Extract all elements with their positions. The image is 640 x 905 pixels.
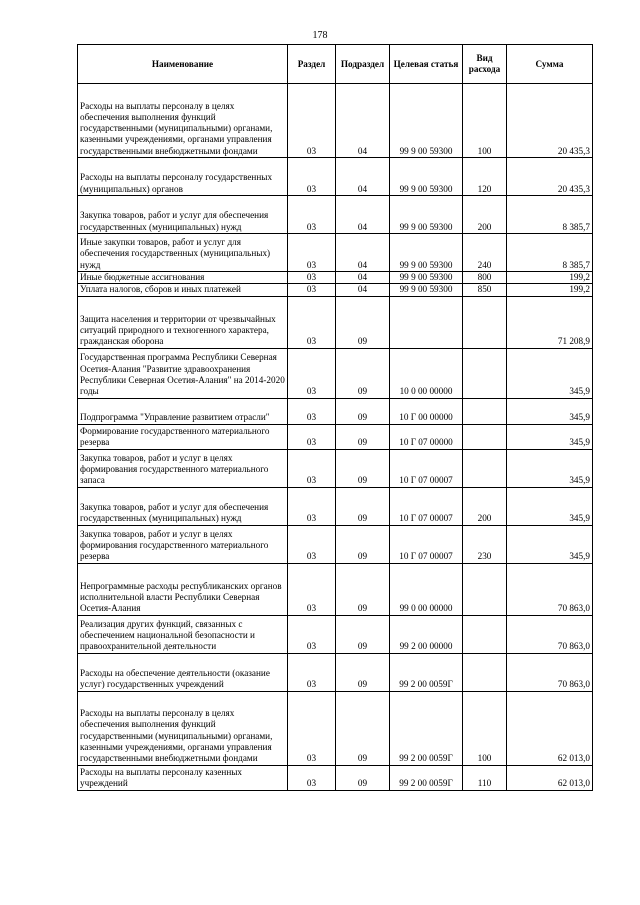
cell-subsection: 04 (336, 272, 390, 284)
cell-amount: 62 013,0 (507, 765, 593, 790)
cell-target-article: 99 9 00 59300 (390, 272, 463, 284)
header-amount: Сумма (507, 45, 593, 84)
cell-name: Расходы на выплаты персоналу государственных (муниципальных) органов (78, 158, 288, 196)
cell-name: Формирование государственного материального резерва (78, 424, 288, 449)
budget-table (77, 44, 593, 791)
table-row (78, 84, 593, 158)
cell-expense-type: 850 (463, 284, 507, 296)
cell-section: 03 (288, 348, 336, 398)
cell-subsection: 09 (336, 424, 390, 449)
cell-expense-type (463, 563, 507, 615)
cell-target-article: 99 9 00 59300 (390, 84, 463, 158)
cell-amount: 199,2 (507, 284, 593, 296)
cell-target-article: 99 9 00 59300 (390, 284, 463, 296)
cell-subsection: 09 (336, 487, 390, 525)
cell-subsection: 09 (336, 563, 390, 615)
cell-amount: 8 385,7 (507, 234, 593, 272)
cell-section: 03 (288, 691, 336, 765)
cell-expense-type (463, 348, 507, 398)
cell-section: 03 (288, 284, 336, 296)
cell-expense-type: 200 (463, 487, 507, 525)
table-row (78, 284, 593, 296)
table-header-row (78, 45, 593, 84)
cell-target-article: 10 Г 07 00007 (390, 487, 463, 525)
cell-name: Подпрограмма "Управление развитием отрасли" (78, 398, 288, 424)
table-row (78, 296, 593, 348)
cell-name: Иные бюджетные ассигнования (78, 272, 288, 284)
cell-name: Уплата налогов, сборов и иных платежей (78, 284, 288, 296)
cell-name: Защита населения и территории от чрезвычайных ситуаций природного и техногенного характера, гражданская оборона (78, 296, 288, 348)
cell-subsection: 09 (336, 525, 390, 563)
header-target-article: Целевая статья (390, 45, 463, 84)
cell-expense-type (463, 398, 507, 424)
cell-amount: 345,9 (507, 525, 593, 563)
cell-section: 03 (288, 765, 336, 790)
header-subsection: Подраздел (336, 45, 390, 84)
cell-expense-type: 120 (463, 158, 507, 196)
table-row (78, 196, 593, 234)
cell-name: Расходы на выплаты персоналу казенных учреждений (78, 765, 288, 790)
cell-name: Реализация других функций, связанных с обеспечением национальной безопасности и правоохранительной деятельности (78, 615, 288, 653)
cell-section: 03 (288, 615, 336, 653)
cell-expense-type: 240 (463, 234, 507, 272)
cell-amount: 345,9 (507, 424, 593, 449)
cell-target-article: 10 Г 07 00007 (390, 449, 463, 487)
cell-section: 03 (288, 653, 336, 691)
table-row (78, 765, 593, 790)
cell-expense-type: 800 (463, 272, 507, 284)
cell-subsection: 09 (336, 296, 390, 348)
cell-amount: 20 435,3 (507, 84, 593, 158)
table-row (78, 691, 593, 765)
header-name: Наименование (78, 45, 288, 84)
table-row (78, 272, 593, 284)
cell-section: 03 (288, 525, 336, 563)
cell-amount: 70 863,0 (507, 563, 593, 615)
cell-subsection: 09 (336, 653, 390, 691)
cell-amount: 345,9 (507, 348, 593, 398)
cell-name: Закупка товаров, работ и услуг для обеспечения государственных (муниципальных) нужд (78, 196, 288, 234)
cell-target-article: 10 0 00 00000 (390, 348, 463, 398)
table-row (78, 348, 593, 398)
cell-subsection: 04 (336, 158, 390, 196)
page-number: 178 (312, 30, 328, 41)
table-row (78, 398, 593, 424)
cell-target-article (390, 296, 463, 348)
cell-target-article: 10 Г 00 00000 (390, 398, 463, 424)
cell-amount: 71 208,9 (507, 296, 593, 348)
table-row (78, 449, 593, 487)
cell-target-article: 99 0 00 00000 (390, 563, 463, 615)
cell-section: 03 (288, 563, 336, 615)
cell-subsection: 09 (336, 449, 390, 487)
cell-expense-type: 100 (463, 84, 507, 158)
table-row (78, 487, 593, 525)
cell-section: 03 (288, 158, 336, 196)
cell-section: 03 (288, 449, 336, 487)
cell-subsection: 04 (336, 284, 390, 296)
cell-name: Закупка товаров, работ и услуг в целях формирования государственного материального резерва (78, 525, 288, 563)
cell-amount: 62 013,0 (507, 691, 593, 765)
cell-section: 03 (288, 398, 336, 424)
cell-amount: 345,9 (507, 398, 593, 424)
table-row (78, 158, 593, 196)
cell-target-article: 99 2 00 00000 (390, 615, 463, 653)
table-row (78, 424, 593, 449)
cell-expense-type (463, 653, 507, 691)
cell-target-article: 99 9 00 59300 (390, 158, 463, 196)
cell-target-article: 99 2 00 0059Г (390, 653, 463, 691)
cell-amount: 345,9 (507, 487, 593, 525)
cell-section: 03 (288, 272, 336, 284)
cell-subsection: 09 (336, 398, 390, 424)
table-row (78, 653, 593, 691)
cell-name: Расходы на выплаты персоналу в целях обеспечения выполнения функций государственными (муниципальными) органами, казенными учреждениями, органами управления государственными внебюджетными фондами (78, 84, 288, 158)
cell-expense-type (463, 424, 507, 449)
cell-amount: 345,9 (507, 449, 593, 487)
cell-subsection: 09 (336, 348, 390, 398)
cell-amount: 20 435,3 (507, 158, 593, 196)
cell-expense-type: 110 (463, 765, 507, 790)
cell-section: 03 (288, 487, 336, 525)
cell-amount: 70 863,0 (507, 653, 593, 691)
table-row (78, 615, 593, 653)
cell-section: 03 (288, 84, 336, 158)
cell-subsection: 09 (336, 615, 390, 653)
cell-section: 03 (288, 296, 336, 348)
cell-amount: 70 863,0 (507, 615, 593, 653)
cell-name: Непрограммные расходы республиканских органов исполнительной власти Республики Северная Осетия-Алания (78, 563, 288, 615)
cell-subsection: 04 (336, 234, 390, 272)
cell-expense-type: 230 (463, 525, 507, 563)
cell-name: Закупка товаров, работ и услуг для обеспечения государственных (муниципальных) нужд (78, 487, 288, 525)
cell-name: Расходы на обеспечение деятельности (оказание услуг) государственных учреждений (78, 653, 288, 691)
cell-subsection: 09 (336, 691, 390, 765)
table-row (78, 525, 593, 563)
table-row (78, 563, 593, 615)
cell-target-article: 10 Г 07 00007 (390, 525, 463, 563)
cell-subsection: 04 (336, 196, 390, 234)
cell-section: 03 (288, 196, 336, 234)
cell-target-article: 99 2 00 0059Г (390, 691, 463, 765)
cell-section: 03 (288, 234, 336, 272)
cell-target-article: 10 Г 07 00000 (390, 424, 463, 449)
cell-name: Расходы на выплаты персоналу в целях обеспечения выполнения функций государственными (муниципальными) органами, казенными учреждениями, органами управления государственными внебюджетными фондами (78, 691, 288, 765)
cell-expense-type: 100 (463, 691, 507, 765)
cell-amount: 8 385,7 (507, 196, 593, 234)
cell-expense-type (463, 296, 507, 348)
cell-target-article: 99 2 00 0059Г (390, 765, 463, 790)
cell-section: 03 (288, 424, 336, 449)
cell-name: Государственная программа Республики Северная Осетия-Алания "Развитие здравоохранения Республики Северная Осетия-Алания" на 2014-2020 годы (78, 348, 288, 398)
cell-amount: 199,2 (507, 272, 593, 284)
header-expense-type: Вид расхода (463, 45, 507, 84)
cell-subsection: 04 (336, 84, 390, 158)
cell-target-article: 99 9 00 59300 (390, 196, 463, 234)
cell-expense-type: 200 (463, 196, 507, 234)
table-row (78, 234, 593, 272)
cell-name: Закупка товаров, работ и услуг в целях формирования государственного материального запаса (78, 449, 288, 487)
cell-expense-type (463, 615, 507, 653)
cell-subsection: 09 (336, 765, 390, 790)
cell-name: Иные закупки товаров, работ и услуг для обеспечения государственных (муниципальных) нужд (78, 234, 288, 272)
header-section: Раздел (288, 45, 336, 84)
cell-expense-type (463, 449, 507, 487)
cell-target-article: 99 9 00 59300 (390, 234, 463, 272)
